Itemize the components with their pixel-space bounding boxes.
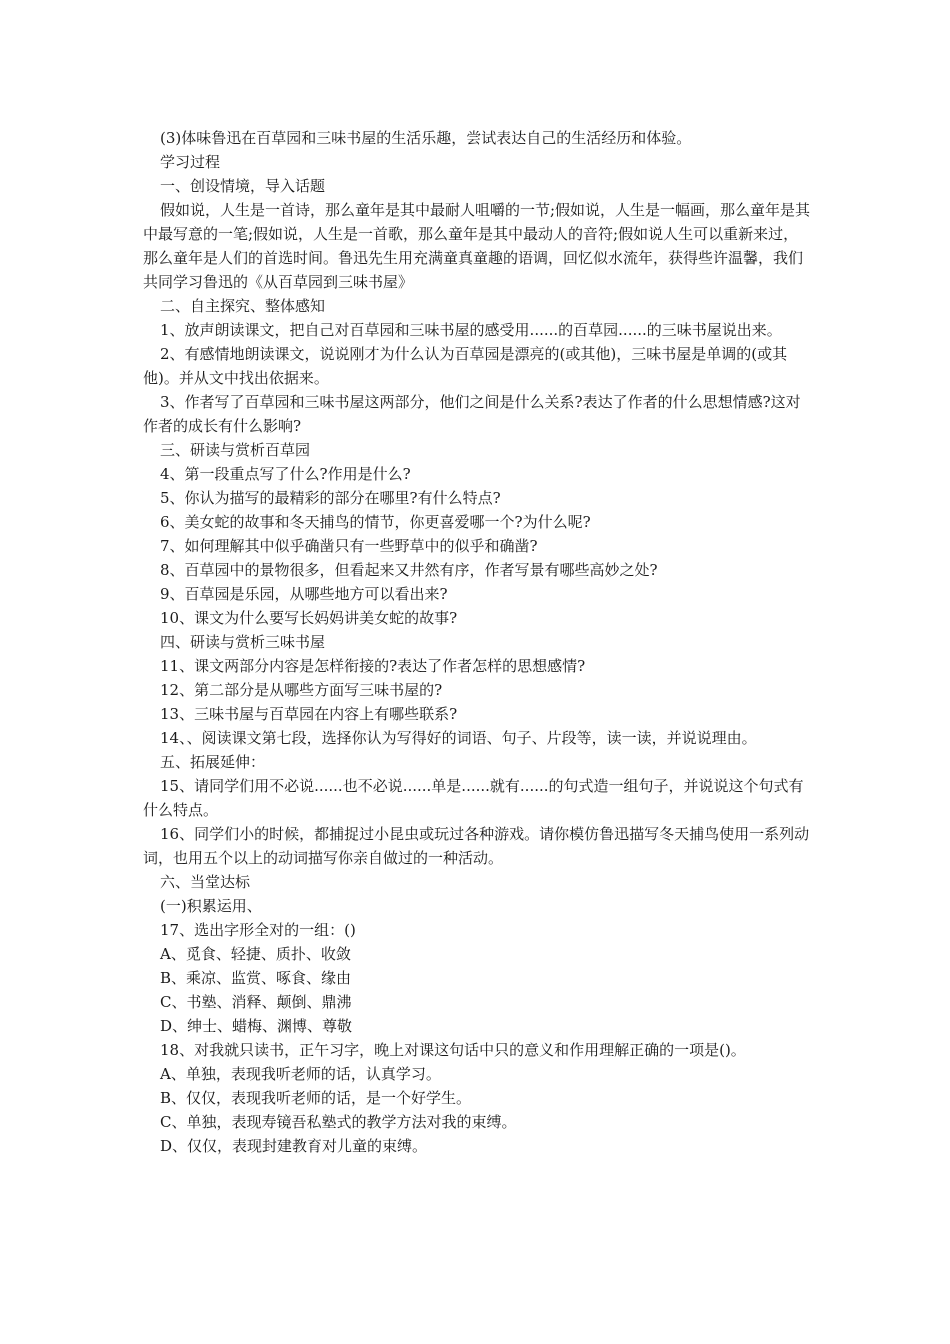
question-14: 14、、阅读课文第七段，选择你认为写得好的词语、句子、片段等，读一读，并说说理由。: [160, 729, 757, 747]
subsection-heading-1: (一)积累运用、: [160, 897, 262, 915]
objective-3: (3)体味鲁迅在百草园和三味书屋的生活乐趣，尝试表达自己的生活经历和体验。: [160, 129, 692, 147]
question-17-option-d: D、绅士、蜡梅、渊博、尊敬: [160, 1017, 353, 1035]
question-12: 12、第二部分是从哪些方面写三味书屋的?: [160, 681, 443, 699]
question-2: 2、有感情地朗读课文，说说刚才为什么认为百草园是漂亮的(或其他)，三味书屋是单调的(或其他)。并从文中找出依据来。: [143, 345, 788, 387]
question-16: 16、同学们小的时候，都捕捉过小昆虫或玩过各种游戏。请你模仿鲁迅描写冬天捕鸟使用一系列动词，也用五个以上的动词描写你亲自做过的一种活动。: [143, 825, 810, 867]
section-heading-3: 三、研读与赏析百草园: [160, 441, 311, 459]
section-heading-4: 四、研读与赏析三味书屋: [160, 633, 326, 651]
question-18-option-d: D、仅仅，表现封建教育对儿童的束缚。: [160, 1137, 428, 1155]
question-13: 13、三味书屋与百草园在内容上有哪些联系?: [160, 705, 458, 723]
question-17-option-a: A、觅食、轻捷、质扑、收敛: [160, 945, 351, 963]
question-8: 8、百草园中的景物很多，但看起来又井然有序，作者写景有哪些高妙之处?: [160, 561, 658, 579]
question-18-option-b: B、仅仅，表现我听老师的话，是一个好学生。: [160, 1089, 472, 1107]
question-17-option-b: B、乘凉、监赏、啄食、缘由: [160, 969, 352, 987]
question-7: 7、如何理解其中似乎确凿只有一些野草中的似乎和确凿?: [160, 537, 538, 555]
section-heading-2: 二、自主探究、整体感知: [160, 297, 326, 315]
question-18-option-c: C、单独，表现寿镜吾私塾式的教学方法对我的束缚。: [160, 1113, 517, 1131]
question-4: 4、第一段重点写了什么?作用是什么?: [160, 465, 411, 483]
question-18-option-a: A、单独，表现我听老师的话，认真学习。: [160, 1065, 441, 1083]
question-15: 15、请同学们用不必说......也不必说......单是......就有......的句式造一组句子，并说说这个句式有什么特点。: [143, 777, 804, 819]
intro-paragraph: 假如说，人生是一首诗，那么童年是其中最耐人咀嚼的一节;假如说，人生是一幅画，那么童年是其中最写意的一笔;假如说，人生是一首歌，那么童年是其中最动人的音符;假如说人生可以重新来过，那么童年是人们的首选时间。鲁迅先生用充满童真童趣的语调，回忆似水流年，获得些许温馨，我们共同学习鲁迅的《从百草园到三味书屋》: [143, 201, 811, 291]
learning-process-heading: 学习过程: [160, 153, 221, 171]
question-6: 6、美女蛇的故事和冬天捕鸟的情节，你更喜爱哪一个?为什么呢?: [160, 513, 591, 531]
section-heading-6: 六、当堂达标: [160, 873, 251, 891]
question-17: 17、选出字形全对的一组：(): [160, 921, 356, 939]
question-3: 3、作者写了百草园和三味书屋这两部分，他们之间是什么关系?表达了作者的什么思想情感?这对作者的成长有什么影响?: [143, 393, 801, 435]
question-9: 9、百草园是乐园，从哪些地方可以看出来?: [160, 585, 448, 603]
question-10: 10、课文为什么要写长妈妈讲美女蛇的故事?: [160, 609, 458, 627]
question-11: 11、课文两部分内容是怎样衔接的?表达了作者怎样的思想感情?: [160, 657, 586, 675]
question-5: 5、你认为描写的最精彩的部分在哪里?有什么特点?: [160, 489, 501, 507]
question-18: 18、对我就只读书，正午习字，晚上对课这句话中只的意义和作用理解正确的一项是()。: [160, 1041, 746, 1059]
question-1: 1、放声朗读课文，把自己对百草园和三味书屋的感受用......的百草园......的三味书屋说出来。: [160, 321, 782, 339]
section-heading-1: 一、创设情境，导入话题: [160, 177, 326, 195]
section-heading-5: 五、拓展延伸：: [160, 753, 266, 771]
document-body: [143, 126, 813, 1158]
question-17-option-c: C、书塾、消释、颠倒、鼎沸: [160, 993, 352, 1011]
